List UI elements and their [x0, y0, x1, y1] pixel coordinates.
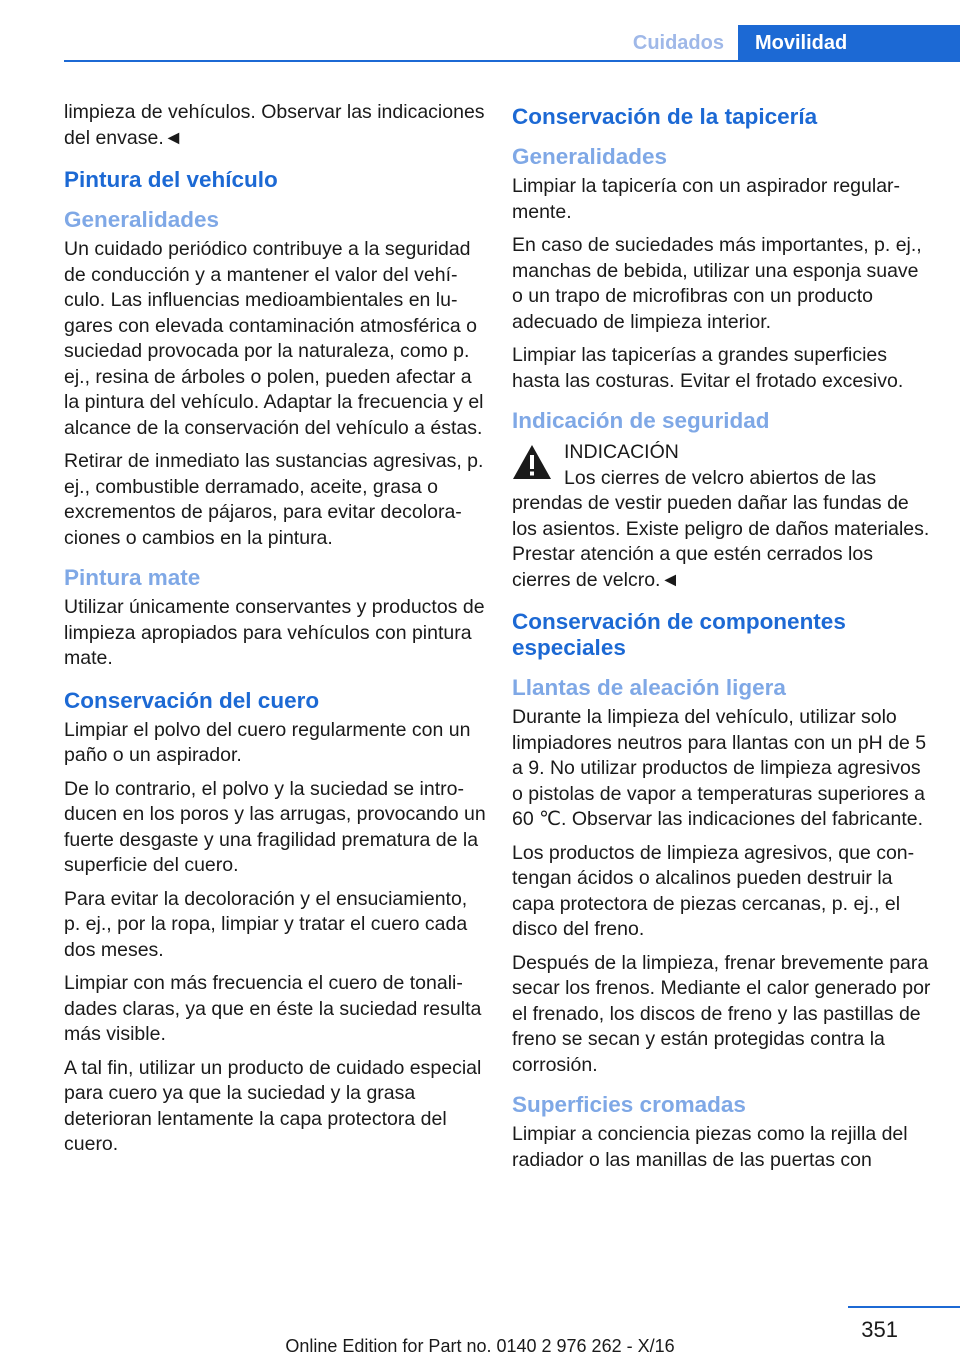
paragraph-cuero-4: Limpiar con más frecuencia el cuero de tonalidades claras, ya que en éste la suciedad resulta más visible. — [64, 972, 482, 1045]
left-column — [64, 100, 486, 1166]
paragraph-cromadas: Limpiar a conciencia piezas como la rejilla del radiador o las manillas de las puertas con — [512, 1123, 908, 1171]
footer-divider — [848, 1306, 960, 1308]
paragraph-cuero-1: Limpiar el polvo del cuero regularmente con un paño o un aspirador. — [64, 718, 471, 766]
paragraph-tapiceria-3: Limpiar las tapicerías a grandes superficies hasta las costuras. Evitar el frotado excesivo. — [512, 344, 904, 392]
heading-cuero: Conservación del cuero — [64, 687, 320, 713]
notice-title: INDICACIÓN — [564, 441, 679, 463]
tab-cuidados[interactable]: Cuidados — [617, 25, 738, 61]
tab-movilidad[interactable]: Movilidad — [738, 25, 960, 61]
paragraph-tapiceria-1: Limpiar la tapicería con un aspirador regularmente. — [512, 175, 901, 223]
subheading-pintura-mate: Pintura mate — [64, 565, 201, 590]
heading-tapiceria: Conservación de la tapicería — [512, 104, 818, 129]
paragraph-pintura-mate: Utilizar únicamente conservantes y productos de limpieza apropiados para vehículos con pintura mate. — [64, 596, 485, 669]
notice-text-line1: Los cierres de velcro abiertos de las — [564, 466, 877, 489]
page-number: 351 — [861, 1317, 898, 1342]
warning-icon — [512, 444, 552, 480]
edition-footer: Online Edition for Part no. 0140 2 976 262 - X/16 — [285, 1336, 675, 1356]
paragraph-generalidades-2: Retirar de inmediato las sustancias agresivas, p. ej., combustible derramado, aceite, grasa o excrementos de pájaros, para evitar decoloraciones o cambios en la pintura. — [64, 450, 484, 549]
subheading-generalidades: Generalidades — [64, 207, 220, 232]
notice-text: prendas de vestir pueden dañar las fundas de los asientos. Existe peligro de daños materiales. Prestar atención a que estén cerrados los cierres de velcro.◄ — [512, 492, 930, 591]
paragraph-cuero-5: A tal fin, utilizar un producto de cuidado especial para cuero ya que la suciedad y la grasa deterioran lentamente la capa protectora del cuero. — [64, 1056, 482, 1155]
paragraph-tapiceria-2: En caso de suciedades más importantes, p. ej., manchas de bebida, utilizar una esponja suave o un trapo de microfibras con un producto adecuado de limpieza interior. — [512, 234, 922, 333]
intro-paragraph: limpieza de vehículos. Observar las indicaciones del envase.◄ — [64, 101, 485, 149]
paragraph-llantas-2: Los productos de limpieza agresivos, que contengan ácidos o alcalinos pueden destruir la capa protectora de piezas cercanas, p. ej., el disco del freno. — [512, 841, 915, 940]
subheading-cromadas: Superficies cromadas — [512, 1092, 746, 1117]
header-divider — [64, 60, 960, 62]
subheading-generalidades-tapiceria: Generalidades — [512, 144, 668, 169]
paragraph-llantas-3: Después de la limpieza, frenar brevemente para secar los frenos. Mediante el calor generado por el frenado, los discos de freno y las pastillas de freno se secan y están protegidas contra la corrosión. — [512, 951, 931, 1076]
page-header — [0, 0, 960, 62]
paragraph-llantas-1: Durante la limpieza del vehículo, utilizar solo limpiadores neutros para llantas con un pH de 5 a 9. No utilizar productos de limpieza agresivos o pistolas de vapor a temperaturas superiores a 60 ℃. Observar las indicaciones del fabricante. — [512, 706, 927, 830]
heading-componentes: Conservación de componentes especiales — [512, 609, 846, 660]
subheading-llantas: Llantas de aleación ligera — [512, 675, 786, 700]
paragraph-generalidades-1: Un cuidado periódico contribuye a la seguridad de conducción y a mantener el valor del vehículo. Las influencias medioambientales en lugares con elevada contaminación atmosférica o suciedad provocada por la naturaleza, como p. ej., resina de árboles o polen, pueden afectar a la pintura del vehículo. Adaptar la frecuencia y el alcance de la conservación del vehículo a éstas. — [64, 238, 484, 439]
paragraph-cuero-2: De lo contrario, el polvo y la suciedad se introducen en los poros y las arrugas, provocando un fuerte desgaste y una fragilidad prematura de la superficie del cuero. — [64, 777, 486, 876]
heading-pintura: Pintura del vehículo — [64, 167, 278, 192]
safety-notice — [512, 440, 932, 593]
section-tabs — [617, 25, 960, 61]
right-column — [512, 100, 932, 1181]
subheading-seguridad: Indicación de seguridad — [512, 408, 770, 433]
paragraph-cuero-3: Para evitar la decoloración y el ensuciamiento, p. ej., por la ropa, limpiar y tratar el cuero cada dos meses. — [64, 887, 468, 961]
